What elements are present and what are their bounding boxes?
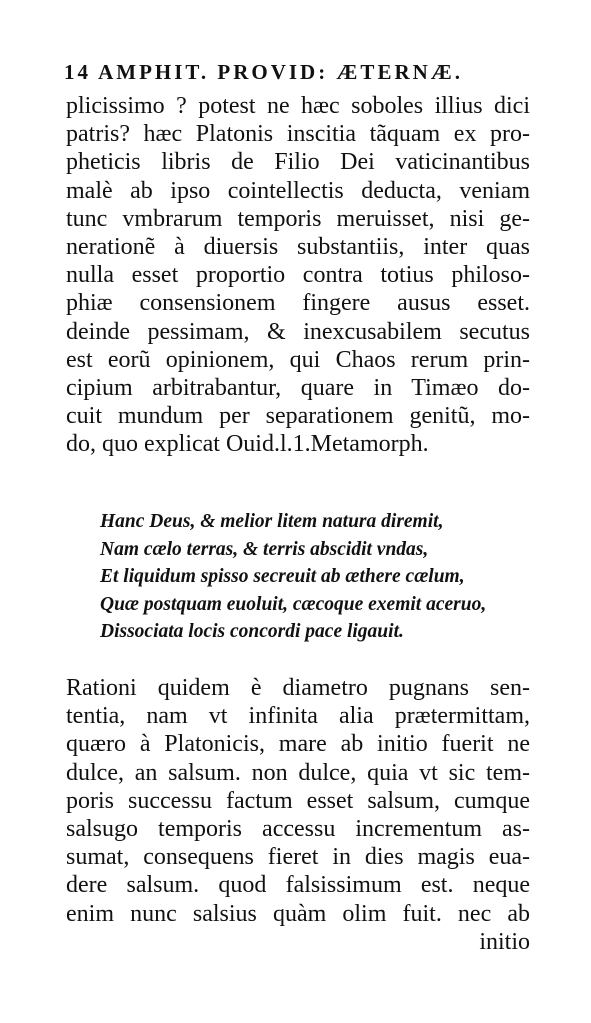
paragraph-2 [66, 674, 530, 956]
text-line: do, quo explicat Ouid.l.1.Metamorph. [66, 431, 429, 458]
verse-line: Hanc Deus, & melior litem natura diremit, [100, 511, 444, 532]
text-line: sumat, consequens fieret in dies magis eua- [66, 844, 530, 871]
verse-line: Et liquidum spisso secreuit ab æthere cælum, [100, 566, 465, 588]
text-line: enim nunc salsius quàm olim fuit. nec ab [66, 900, 530, 927]
text-line: Rationi quidem è diametro pugnans sen- [66, 675, 530, 701]
text-line: phiæ consensionem fingere ausus esset. [66, 290, 530, 317]
text-line: tentia, nam vt infinita alia prætermittam, [66, 703, 530, 730]
text-line: plicissimo ? potest ne hæc soboles illius dici [66, 93, 530, 119]
verse-line: Nam cælo terras, & terris abscidit vndas, [100, 538, 429, 560]
text-line: salsugo temporis accessu incrementum as- [66, 815, 530, 842]
text-line: deinde pessimam, & inexcusabilem secutus [66, 318, 530, 345]
verse-quotation [100, 508, 540, 646]
text-line: nerationẽ à diuersis substantiis, inter quas [66, 233, 530, 260]
text-line: nulla esset proportio contra totius philoso- [66, 262, 530, 289]
text-line: est eorũ opinionem, qui Chaos rerum prin- [66, 346, 530, 373]
text-line: malè ab ipso cointellectis deducta, veniam [66, 177, 530, 204]
verse-line: Dissociata locis concordi pace ligauit. [100, 621, 404, 643]
paragraph-1 [66, 92, 530, 458]
text-line: tunc vmbrarum temporis meruisset, nisi ge- [66, 205, 530, 232]
verse-line: Quæ postquam euoluit, cæcoque exemit aceruo, [100, 593, 487, 615]
text-line: cipium arbitrabantur, quare in Timæo do- [66, 374, 530, 401]
text-line: quæro à Platonicis, mare ab initio fuerit ne [66, 731, 530, 758]
text-line: dere salsum. quod falsissimum est. neque [66, 872, 530, 899]
running-header: 14 AMPHIT. PROVID: ÆTERNÆ. [64, 60, 464, 84]
catchword: initio [479, 928, 530, 955]
text-line: patris? hæc Platonis inscitia tãquam ex pro- [66, 121, 530, 148]
text-line: poris successu factum esset salsum, cumque [66, 787, 530, 814]
text-line: pheticis libris de Filio Dei vaticinantibus [66, 149, 530, 176]
text-line: dulce, an salsum. non dulce, quia vt sic tem- [66, 759, 530, 786]
text-line: cuit mundum per separationem genitũ, mo- [66, 403, 530, 430]
